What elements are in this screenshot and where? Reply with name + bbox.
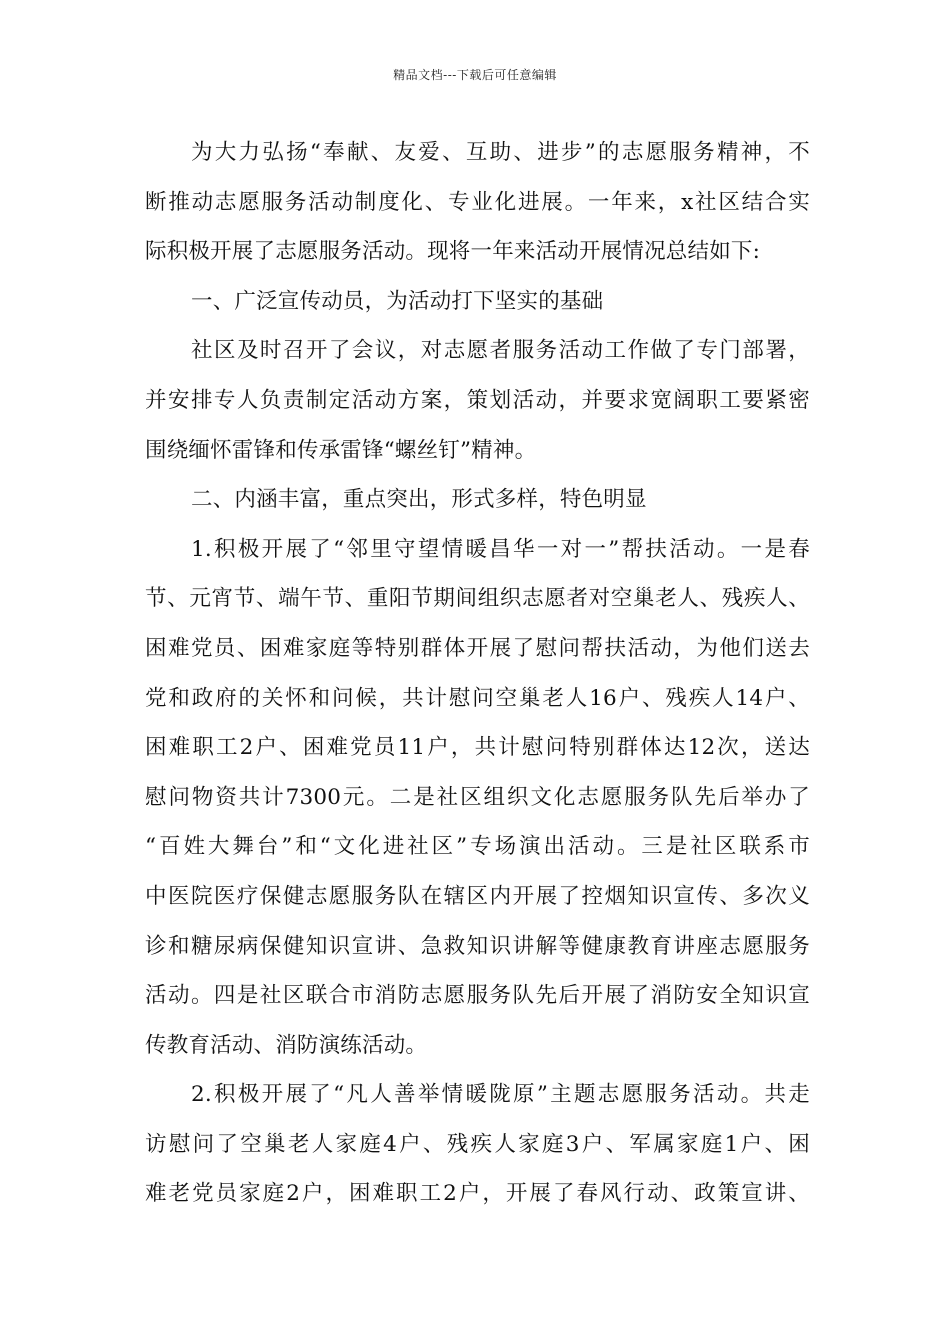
- document-body: [145, 128, 810, 1219]
- body-line-21: 访慰问了空巢老人家庭4户、残疾人家庭3户、军属家庭1户、困: [145, 1131, 810, 1157]
- body-line-22: 难老党员家庭2户，困难职工2户，开展了春风行动、政策宣讲、: [145, 1181, 810, 1207]
- body-line-17: 诊和糖尿病保健知识宣讲、急救知识讲解等健康教育讲座志愿服务: [145, 933, 810, 959]
- body-line-10: 节、元宵节、端午节、重阳节期间组织志愿者对空巢老人、残疾人、: [145, 586, 810, 612]
- body-line-20: 2.积极开展了“凡人善举情暖陇原”主题志愿服务活动。共走: [191, 1082, 810, 1108]
- body-line-6: 并安排专人负责制定活动方案，策划活动，并要求宽阔职工要紧密: [145, 387, 810, 413]
- section-heading-2: 二、内涵丰富，重点突出，形式多样，特色明显: [191, 487, 647, 513]
- body-line-2: 断推动志愿服务活动制度化、专业化进展。一年来，x社区结合实: [145, 189, 810, 215]
- section-heading-1: 一、广泛宣传动员，为活动打下坚实的基础: [191, 288, 604, 314]
- body-line-19: 传教育活动、消防演练活动。: [145, 1032, 428, 1058]
- body-line-11: 困难党员、困难家庭等特别群体开展了慰问帮扶活动，为他们送去: [145, 635, 810, 661]
- body-line-7: 围绕缅怀雷锋和传承雷锋“螺丝钉”精神。: [145, 437, 537, 463]
- body-line-13: 困难职工2户、困难党员11户，共计慰问特别群体达12次，送达: [145, 735, 810, 761]
- body-line-16: 中医院医疗保健志愿服务队在辖区内开展了控烟知识宣传、多次义: [145, 883, 810, 909]
- body-line-18: 活动。四是社区联合市消防志愿服务队先后开展了消防安全知识宣: [145, 983, 810, 1009]
- body-line-12: 党和政府的关怀和问候，共计慰问空巢老人16户、残疾人14户、: [145, 685, 810, 711]
- body-line-15: “百姓大舞台”和“文化进社区”专场演出活动。三是社区联系市: [145, 834, 810, 860]
- body-line-9: 1.积极开展了“邻里守望情暖昌华一对一”帮扶活动。一是春: [191, 536, 810, 562]
- body-line-5: 社区及时召开了会议，对志愿者服务活动工作做了专门部署，: [191, 338, 810, 364]
- body-line-3: 际积极开展了志愿服务活动。现将一年来活动开展情况总结如下:: [145, 239, 761, 265]
- body-line-14: 慰问物资共计7300元。二是社区组织文化志愿服务队先后举办了: [145, 784, 810, 810]
- body-line-1: 为大力弘扬“奉献、友爱、互助、进步”的志愿服务精神，不: [191, 140, 810, 165]
- page-header: 精品文档---下载后可任意编辑: [393, 68, 557, 82]
